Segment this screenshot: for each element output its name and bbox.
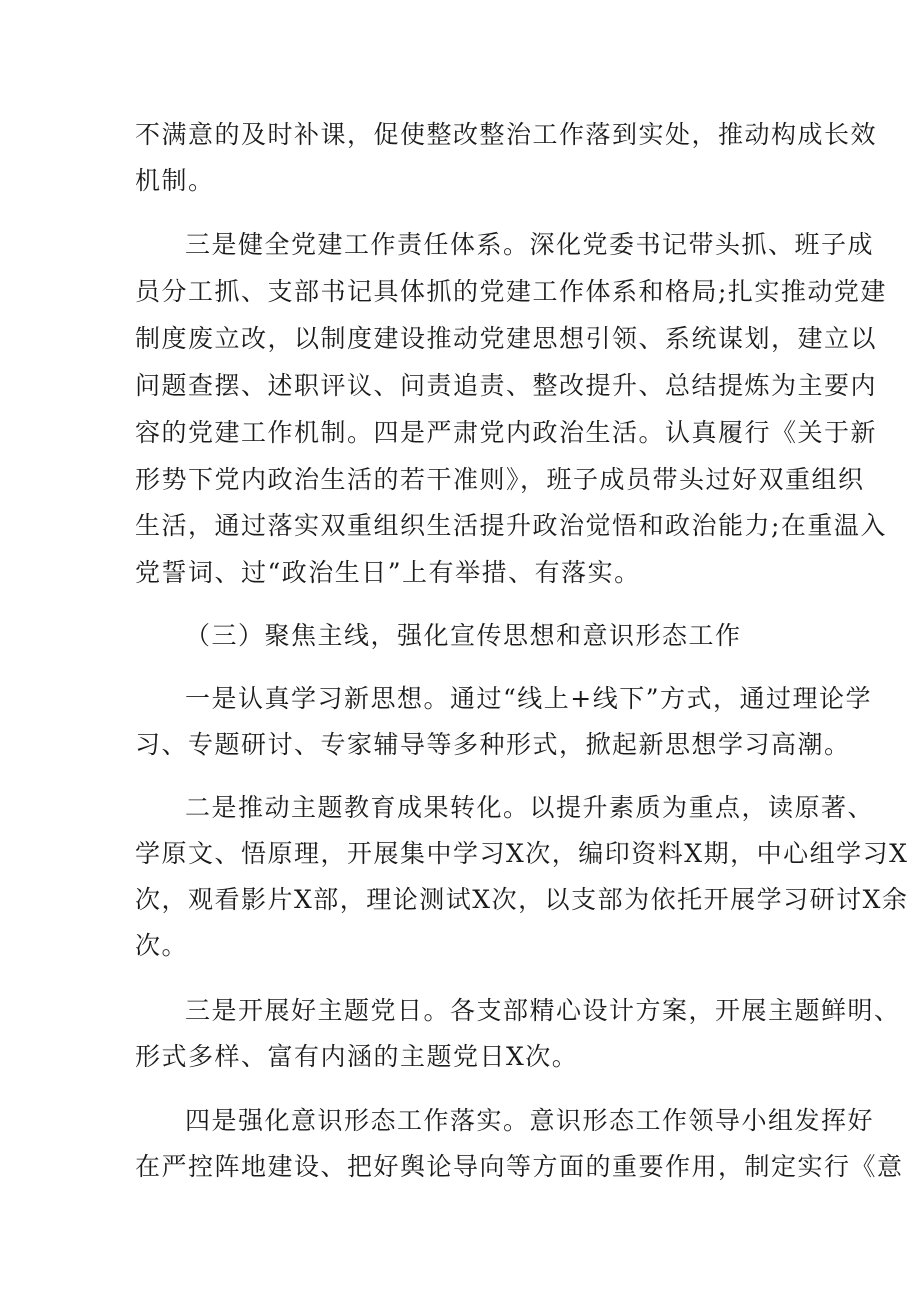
paragraph-line: 形式多样、富有内涵的主题党日X次。 xyxy=(135,1042,579,1071)
section-heading: （三）聚焦主线，强化宣传思想和意识形态工作 xyxy=(185,621,742,650)
paragraph-line: 学原文、悟原理，开展集中学习X次，编印资料X期，中心组学习X xyxy=(135,839,909,868)
paragraph-line: 生活，通过落实双重组织生活提升政治觉悟和政治能力;在重温入 xyxy=(135,511,887,540)
paragraph-line: 三是开展好主题党日。各支部精心设计方案，开展主题鲜明、 xyxy=(185,996,901,1025)
paragraph-line: 次。 xyxy=(135,931,189,960)
paragraph-line: 容的党建工作机制。四是严肃党内政治生活。认真履行《关于新 xyxy=(135,418,878,447)
paragraph-line: 次，观看影片X部，理论测试X次，以支部为依托开展学习研讨X余 xyxy=(135,885,909,914)
paragraph-line: 员分工抓、支部书记具体抓的党建工作体系和格局;扎实推动党建 xyxy=(135,277,887,306)
paragraph-line: 制度废立改，以制度建设推动党建思想引领、系统谋划，建立以 xyxy=(135,324,878,353)
paragraph-line: 三是健全党建工作责任体系。深化党委书记带头抓、班子成 xyxy=(185,230,875,259)
paragraph-line: 党誓词、过“政治生日”上有举措、有落实。 xyxy=(135,558,641,587)
paragraph-line: 问题查摆、述职评议、问责追责、整改提升、总结提炼为主要内 xyxy=(135,371,878,400)
paragraph-line: 在严控阵地建设、把好舆论导向等方面的重要作用，制定实行《意 xyxy=(135,1152,904,1181)
paragraph-line: 形势下党内政治生活的若干准则》，班子成员带头过好双重组织 xyxy=(135,465,865,494)
paragraph-line: 二是推动主题教育成果转化。以提升素质为重点，读原著、 xyxy=(185,793,875,822)
paragraph-line: 不满意的及时补课，促使整改整治工作落到实处，推动构成长效 xyxy=(135,120,878,149)
paragraph-line: 习、专题研讨、专家辅导等多种形式，掀起新思想学习高潮。 xyxy=(135,730,851,759)
paragraph-line: 机制。 xyxy=(135,166,215,195)
paragraph-line: 一是认真学习新思想。通过“线上+线下”方式，通过理论学 xyxy=(185,684,873,713)
paragraph-line: 四是强化意识形态工作落实。意识形态工作领导小组发挥好 xyxy=(185,1106,875,1135)
